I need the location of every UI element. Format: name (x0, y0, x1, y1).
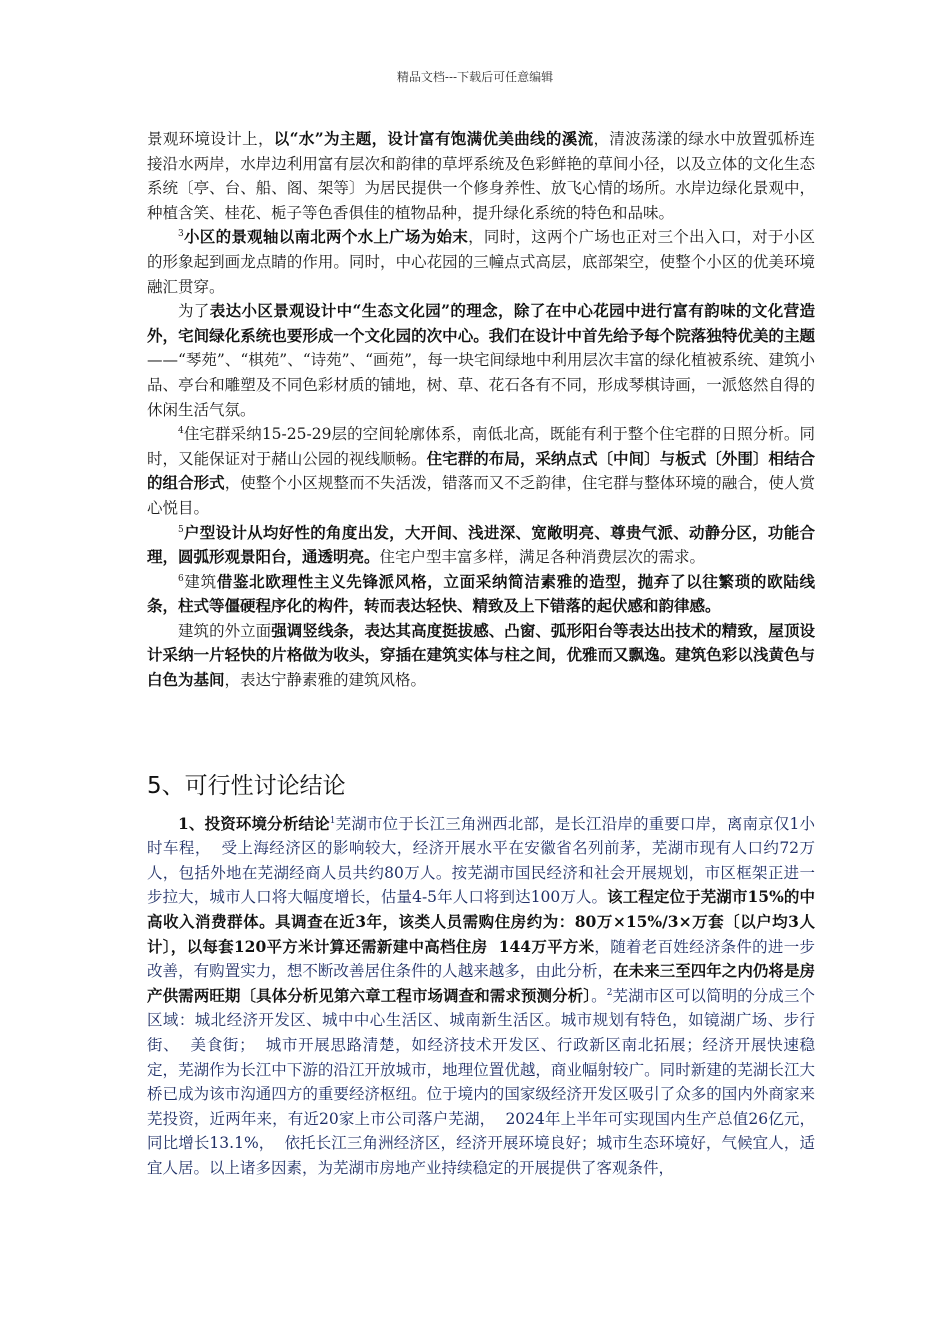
emphasized-text: 1、投资环境分析结论 (178, 813, 330, 833)
paragraph (147, 225, 815, 299)
text-run: 芜湖市位于长江三角洲西北部，是长江沿岸的重要口岸，离南京仅1小时车程， 受上海经济区的影响较大，经济开展水平在安徽省名列前茅，芜湖市现有人口约72万人，包括外地在芜湖经商人员共约80万人。按芜湖市国民经济和社会开展规划，市区框架正进一步拉大，城市人口将大幅度增长，估量4-5年人口将到达100万人。 (147, 814, 815, 907)
text-run: 为了 (178, 302, 210, 321)
paragraph (147, 812, 815, 1181)
text-run: ——“琴苑”、“棋苑”、“诗苑”、“画苑”，每一块宅间绿地中利用层次丰富的绿化植被系统、建筑小品、亭台和雕塑及不同色彩材质的铺地，树、草、花石各有不同，形成琴棋诗画，一派悠然自得的休闲生活气氛。 (147, 351, 815, 419)
emphasized-text: 强调竖线条，表达其高度挺拔感、凸窗、弧形阳台等表达出技术的精致，屋顶设计采纳一片轻快的片格做为收头，穿插在建筑实体与柱之间，优雅而又飘逸。建筑色彩以浅黄色与白色为基间 (147, 620, 815, 690)
footnote-marker: 5 (178, 524, 184, 535)
emphasized-text: 住宅群的布局，采纳点式〔中间〕与板式〔外围〕相结合的组合形式 (147, 448, 815, 493)
text-run: 建筑 (183, 572, 217, 591)
document-body (147, 127, 815, 1181)
emphasized-text: 借鉴北欧理性主义先锋派风格，立面采纳简洁素雅的造型，抛弃了以往繁琐的欧陆线条，柱式等僵硬程序化的构件，转而表达轻快、精致及上下错落的起伏感和韵律感。 (147, 571, 815, 616)
paragraph (147, 521, 815, 570)
text-run: ，同时，这两个广场也正对三个出入口，对于小区的形象起到画龙点睛的作用。同时，中心花园的三幢点式高层，底部架空，使整个小区的优美环境融汇贯穿。 (147, 228, 815, 296)
page-header: 精品文档---下载后可任意编辑 (396, 70, 554, 84)
footnote-marker: 2 (606, 987, 613, 998)
paragraph-list (147, 127, 815, 693)
text-run: ，随着老百姓经济条件的进一步改善，有购置实力，想不断改善居住条件的人越来越多，由此分析， (147, 937, 815, 981)
footnote-marker: 1 (329, 815, 336, 826)
section-heading: 5、可行性讨论结论 (147, 772, 346, 799)
paragraph (147, 619, 815, 693)
emphasized-text: 表达小区景观设计中“生态文化园”的理念，除了在中心花园中进行富有韵味的文化营造外，宅间绿化系统也要形成一个文化园的次中心。我们在设计中首先给予每个院落独特优美的主题 (147, 301, 815, 345)
emphasized-text: 以“水”为主题，设计富有饱满优美曲线的溪流 (273, 129, 594, 148)
footnote-marker: 6 (178, 573, 184, 584)
section-body (147, 812, 815, 1181)
paragraph (147, 299, 815, 422)
text-run: ，表达宁静素雅的建筑风格。 (224, 671, 427, 690)
text-run: 建筑的外立面 (178, 621, 272, 640)
emphasized-text: 该工程定位于芜湖市15%的中高收入消费群体。具调查在近3年，该类人员需购住房约为：80万×15%/3×万套〔以户均3人计〕，以每套120平方米计算还需新建中高档住房 144万平方米 (147, 887, 815, 956)
paragraph (147, 422, 815, 520)
emphasized-text: 户型设计从均好性的角度出发，大开间、浅进深、宽敞明亮、尊贵气派、动静分区，功能合理，圆弧形观景阳台，通透明亮。 (147, 522, 815, 567)
paragraph (147, 570, 815, 619)
text-run: 。 (591, 986, 607, 1005)
text-run: ，使整个小区规整而不失活泼，错落而又不乏韵律，住宅群与整体环境的融合，使人赏心悦目。 (147, 474, 815, 517)
text-run: 住宅户型丰富多样，满足各种消费层次的需求。 (379, 548, 706, 567)
footnote-marker: 4 (178, 426, 184, 437)
emphasized-text: 在未来三至四年之内仍将是房产供需两旺期〔具体分析见第六章工程市场调查和需求预测分析〕 (147, 961, 815, 1005)
text-run: 芜湖市区可以简明的分成三个区域：城北经济开发区、城中中心生活区、城南新生活区。城市规划有特色，如镜湖广场、步行街、 美食街； 城市开展思路清楚，如经济技术开发区、行政新区南北拓展；经济开展快速稳定，芜湖作为长江中下游的沿江开放城市，地理位置优越，商业幅射较广。同时新建的芜湖长江大桥已成为该市沟通四方的重要经济枢纽。位于境内的国家级经济开发区吸引了众多的国内外商家来芜投资，近两年来，有近20家上市公司落户芜湖， 2024年上半年可实现国内生产总值26亿元，同比增长13.1%， 依托长江三角洲经济区，经济开展环境良好；城市生态环境好，气候宜人，适宜人居。以上诸多因素，为芜湖市房地产业持续稳定的开展提供了客观条件， (147, 986, 815, 1177)
footnote-marker: 3 (178, 229, 184, 240)
text-run: 住宅群采纳15-25-29层的空间轮廓体系，南低北高，既能有利于整个住宅群的日照分析。同时，又能保证对于赭山公园的视线顺畅。 (147, 425, 815, 468)
text-run: 景观环境设计上， (147, 130, 274, 148)
emphasized-text: 小区的景观轴以南北两个水上广场为始末 (183, 227, 469, 247)
text-run: ，清波荡漾的绿水中放置弧桥连接沿水两岸，水岸边利用富有层次和韵律的草坪系统及色彩鲜艳的草间小径，以及立体的文化生态系统〔亭、台、船、阁、架等〕为居民提供一个修身养性、放飞心情的场所。水岸边绿化景观中，种植含笑、桂花、栀子等色香俱佳的植物品种，提升绿化系统的特色和品味。 (147, 130, 815, 222)
paragraph (147, 127, 815, 225)
